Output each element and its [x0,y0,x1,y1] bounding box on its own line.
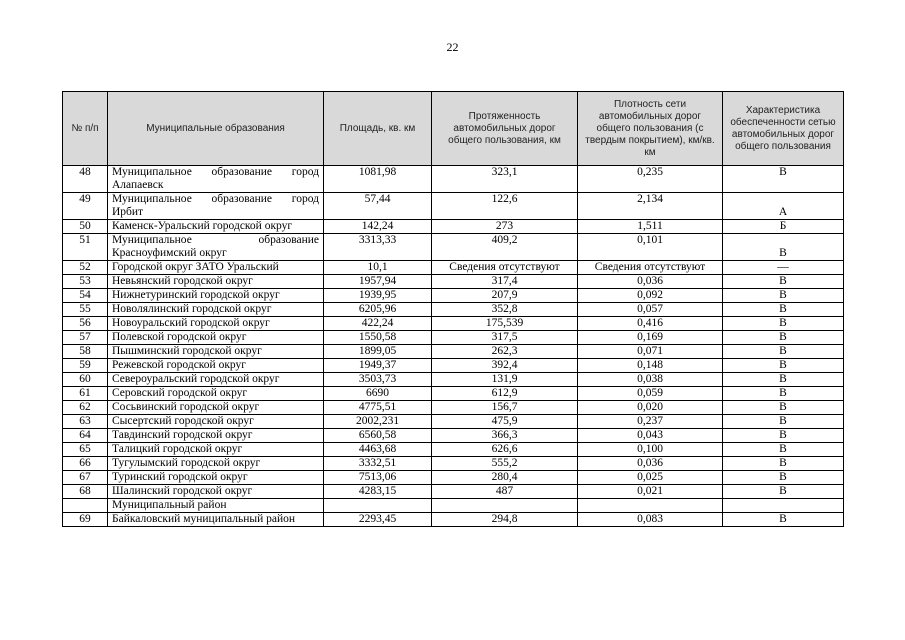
cell-num: 61 [63,387,108,401]
cell-num: 53 [63,275,108,289]
table-row [63,457,844,471]
table-row [63,289,844,303]
cell-area: 1939,95 [324,289,432,303]
cell-num [63,499,108,513]
cell-num: 54 [63,289,108,303]
cell-density: 0,021 [578,485,723,499]
cell-area: 1949,37 [324,359,432,373]
table-row [63,261,844,275]
cell-name: Полевской городской округ [108,331,324,345]
cell-name: Городской округ ЗАТО Уральский [108,261,324,275]
cell-num: 58 [63,345,108,359]
cell-name: Муниципальное образование Красноуфимский округ [108,234,324,261]
table-header-row [63,92,844,166]
cell-num: 57 [63,331,108,345]
cell-characteristic: Б [723,220,844,234]
cell-density: 0,148 [578,359,723,373]
cell-length: 131,9 [432,373,578,387]
cell-density: 0,083 [578,513,723,527]
cell-area: 57,44 [324,193,432,220]
cell-characteristic: — [723,261,844,275]
cell-area: 4463,68 [324,443,432,457]
cell-name: Сысертский городской округ [108,415,324,429]
cell-characteristic: В [723,359,844,373]
cell-density: 0,036 [578,275,723,289]
cell-density: 0,057 [578,303,723,317]
cell-density: 0,169 [578,331,723,345]
cell-name: Новоуральский городской округ [108,317,324,331]
cell-length: 317,4 [432,275,578,289]
cell-length: 366,3 [432,429,578,443]
cell-characteristic: В [723,373,844,387]
cell-area: 7513,06 [324,471,432,485]
cell-length: 294,8 [432,513,578,527]
cell-length: 280,4 [432,471,578,485]
cell-characteristic: В [723,415,844,429]
table-row [63,220,844,234]
cell-density: 0,036 [578,457,723,471]
cell-characteristic: В [723,331,844,345]
cell-characteristic [723,499,844,513]
cell-area: 1550,58 [324,331,432,345]
cell-area: 1899,05 [324,345,432,359]
table-row [63,471,844,485]
cell-area: 422,24 [324,317,432,331]
cell-density: 0,059 [578,387,723,401]
cell-density: 0,092 [578,289,723,303]
cell-name: Муниципальное образование город Алапаевск [108,166,324,193]
cell-characteristic: В [723,513,844,527]
cell-length: 262,3 [432,345,578,359]
cell-length: 352,8 [432,303,578,317]
cell-name: Шалинский городской округ [108,485,324,499]
cell-length: 409,2 [432,234,578,261]
table-row [63,485,844,499]
cell-characteristic: А [723,193,844,220]
table-row [63,429,844,443]
cell-length: 317,5 [432,331,578,345]
cell-density: 0,235 [578,166,723,193]
cell-length: 207,9 [432,289,578,303]
cell-area: 3313,33 [324,234,432,261]
cell-num: 67 [63,471,108,485]
header-characteristic: Характеристика обеспеченности сетью автомобильных дорог общего пользования [723,92,844,166]
cell-characteristic: В [723,345,844,359]
cell-name: Новолялинский городской округ [108,303,324,317]
header-length: Протяженность автомобильных дорог общего пользования, км [432,92,578,166]
table-row-section [63,499,844,513]
cell-name: Нижнетуринский городской округ [108,289,324,303]
cell-num: 56 [63,317,108,331]
cell-length: 156,7 [432,401,578,415]
cell-num: 48 [63,166,108,193]
header-num: № п/п [63,92,108,166]
cell-length: 475,9 [432,415,578,429]
cell-characteristic: В [723,471,844,485]
cell-name: Пышминский городской округ [108,345,324,359]
cell-characteristic: В [723,443,844,457]
cell-area: 6205,96 [324,303,432,317]
cell-characteristic: В [723,429,844,443]
cell-area: 3332,51 [324,457,432,471]
cell-num: 60 [63,373,108,387]
cell-density: 0,100 [578,443,723,457]
cell-characteristic: В [723,275,844,289]
cell-characteristic: В [723,457,844,471]
table-row [63,234,844,261]
table-row [63,193,844,220]
header-density: Плотность сети автомобильных дорог общего пользования (с твердым покрытием), км/кв. км [578,92,723,166]
cell-num: 64 [63,429,108,443]
cell-num: 65 [63,443,108,457]
cell-density: 0,025 [578,471,723,485]
cell-characteristic: В [723,303,844,317]
cell-num: 63 [63,415,108,429]
cell-area: 3503,73 [324,373,432,387]
cell-characteristic: В [723,485,844,499]
cell-area: 4283,15 [324,485,432,499]
table-row [63,303,844,317]
cell-density: 2,134 [578,193,723,220]
table-row [63,443,844,457]
cell-density: 0,071 [578,345,723,359]
cell-num: 59 [63,359,108,373]
cell-name: Серовский городской округ [108,387,324,401]
header-area: Площадь, кв. км [324,92,432,166]
cell-name: Североуральский городской округ [108,373,324,387]
cell-characteristic: В [723,166,844,193]
cell-characteristic: В [723,387,844,401]
table-row [63,359,844,373]
cell-density: Сведения отсутствуют [578,261,723,275]
cell-num: 62 [63,401,108,415]
cell-characteristic: В [723,317,844,331]
cell-length [432,499,578,513]
table-row [63,373,844,387]
cell-name: Сосьвинский городской округ [108,401,324,415]
table-row [63,331,844,345]
table-row [63,275,844,289]
cell-length: 612,9 [432,387,578,401]
table-row [63,317,844,331]
cell-length: 122,6 [432,193,578,220]
cell-num: 66 [63,457,108,471]
cell-density: 0,101 [578,234,723,261]
cell-characteristic: В [723,289,844,303]
cell-density: 0,020 [578,401,723,415]
cell-area: 142,24 [324,220,432,234]
page-number: 22 [446,40,459,54]
cell-num: 50 [63,220,108,234]
cell-name: Муниципальное образование город Ирбит [108,193,324,220]
cell-area: 2293,45 [324,513,432,527]
cell-name: Туринский городской округ [108,471,324,485]
cell-area: 6690 [324,387,432,401]
cell-density: 0,043 [578,429,723,443]
table-row [63,401,844,415]
cell-name: Муниципальный район [108,499,324,513]
roads-table [62,91,844,527]
cell-num: 49 [63,193,108,220]
cell-length: 273 [432,220,578,234]
cell-density: 0,038 [578,373,723,387]
cell-num: 69 [63,513,108,527]
cell-area: 2002,231 [324,415,432,429]
table-body [63,166,844,527]
table-row [63,345,844,359]
cell-length: 626,6 [432,443,578,457]
table-row [63,387,844,401]
cell-name: Талицкий городской округ [108,443,324,457]
cell-length: 487 [432,485,578,499]
cell-density: 0,416 [578,317,723,331]
cell-name: Байкаловский муниципальный район [108,513,324,527]
cell-characteristic: В [723,234,844,261]
cell-length: 175,539 [432,317,578,331]
cell-length: 555,2 [432,457,578,471]
cell-name: Невьянский городской округ [108,275,324,289]
cell-density: 0,237 [578,415,723,429]
table-row [63,166,844,193]
cell-area: 10,1 [324,261,432,275]
cell-area: 1081,98 [324,166,432,193]
cell-name: Тавдинский городской округ [108,429,324,443]
header-name: Муниципальные образования [108,92,324,166]
cell-area: 6560,58 [324,429,432,443]
cell-num: 52 [63,261,108,275]
cell-length: Сведения отсутствуют [432,261,578,275]
cell-length: 392,4 [432,359,578,373]
cell-name: Тугулымский городской округ [108,457,324,471]
cell-length: 323,1 [432,166,578,193]
cell-area: 4775,51 [324,401,432,415]
table-row [63,415,844,429]
cell-area [324,499,432,513]
table-row [63,513,844,527]
cell-num: 68 [63,485,108,499]
cell-name: Режевской городской округ [108,359,324,373]
cell-density [578,499,723,513]
cell-num: 51 [63,234,108,261]
cell-num: 55 [63,303,108,317]
cell-area: 1957,94 [324,275,432,289]
cell-name: Каменск-Уральский городской округ [108,220,324,234]
cell-characteristic: В [723,401,844,415]
cell-density: 1,511 [578,220,723,234]
